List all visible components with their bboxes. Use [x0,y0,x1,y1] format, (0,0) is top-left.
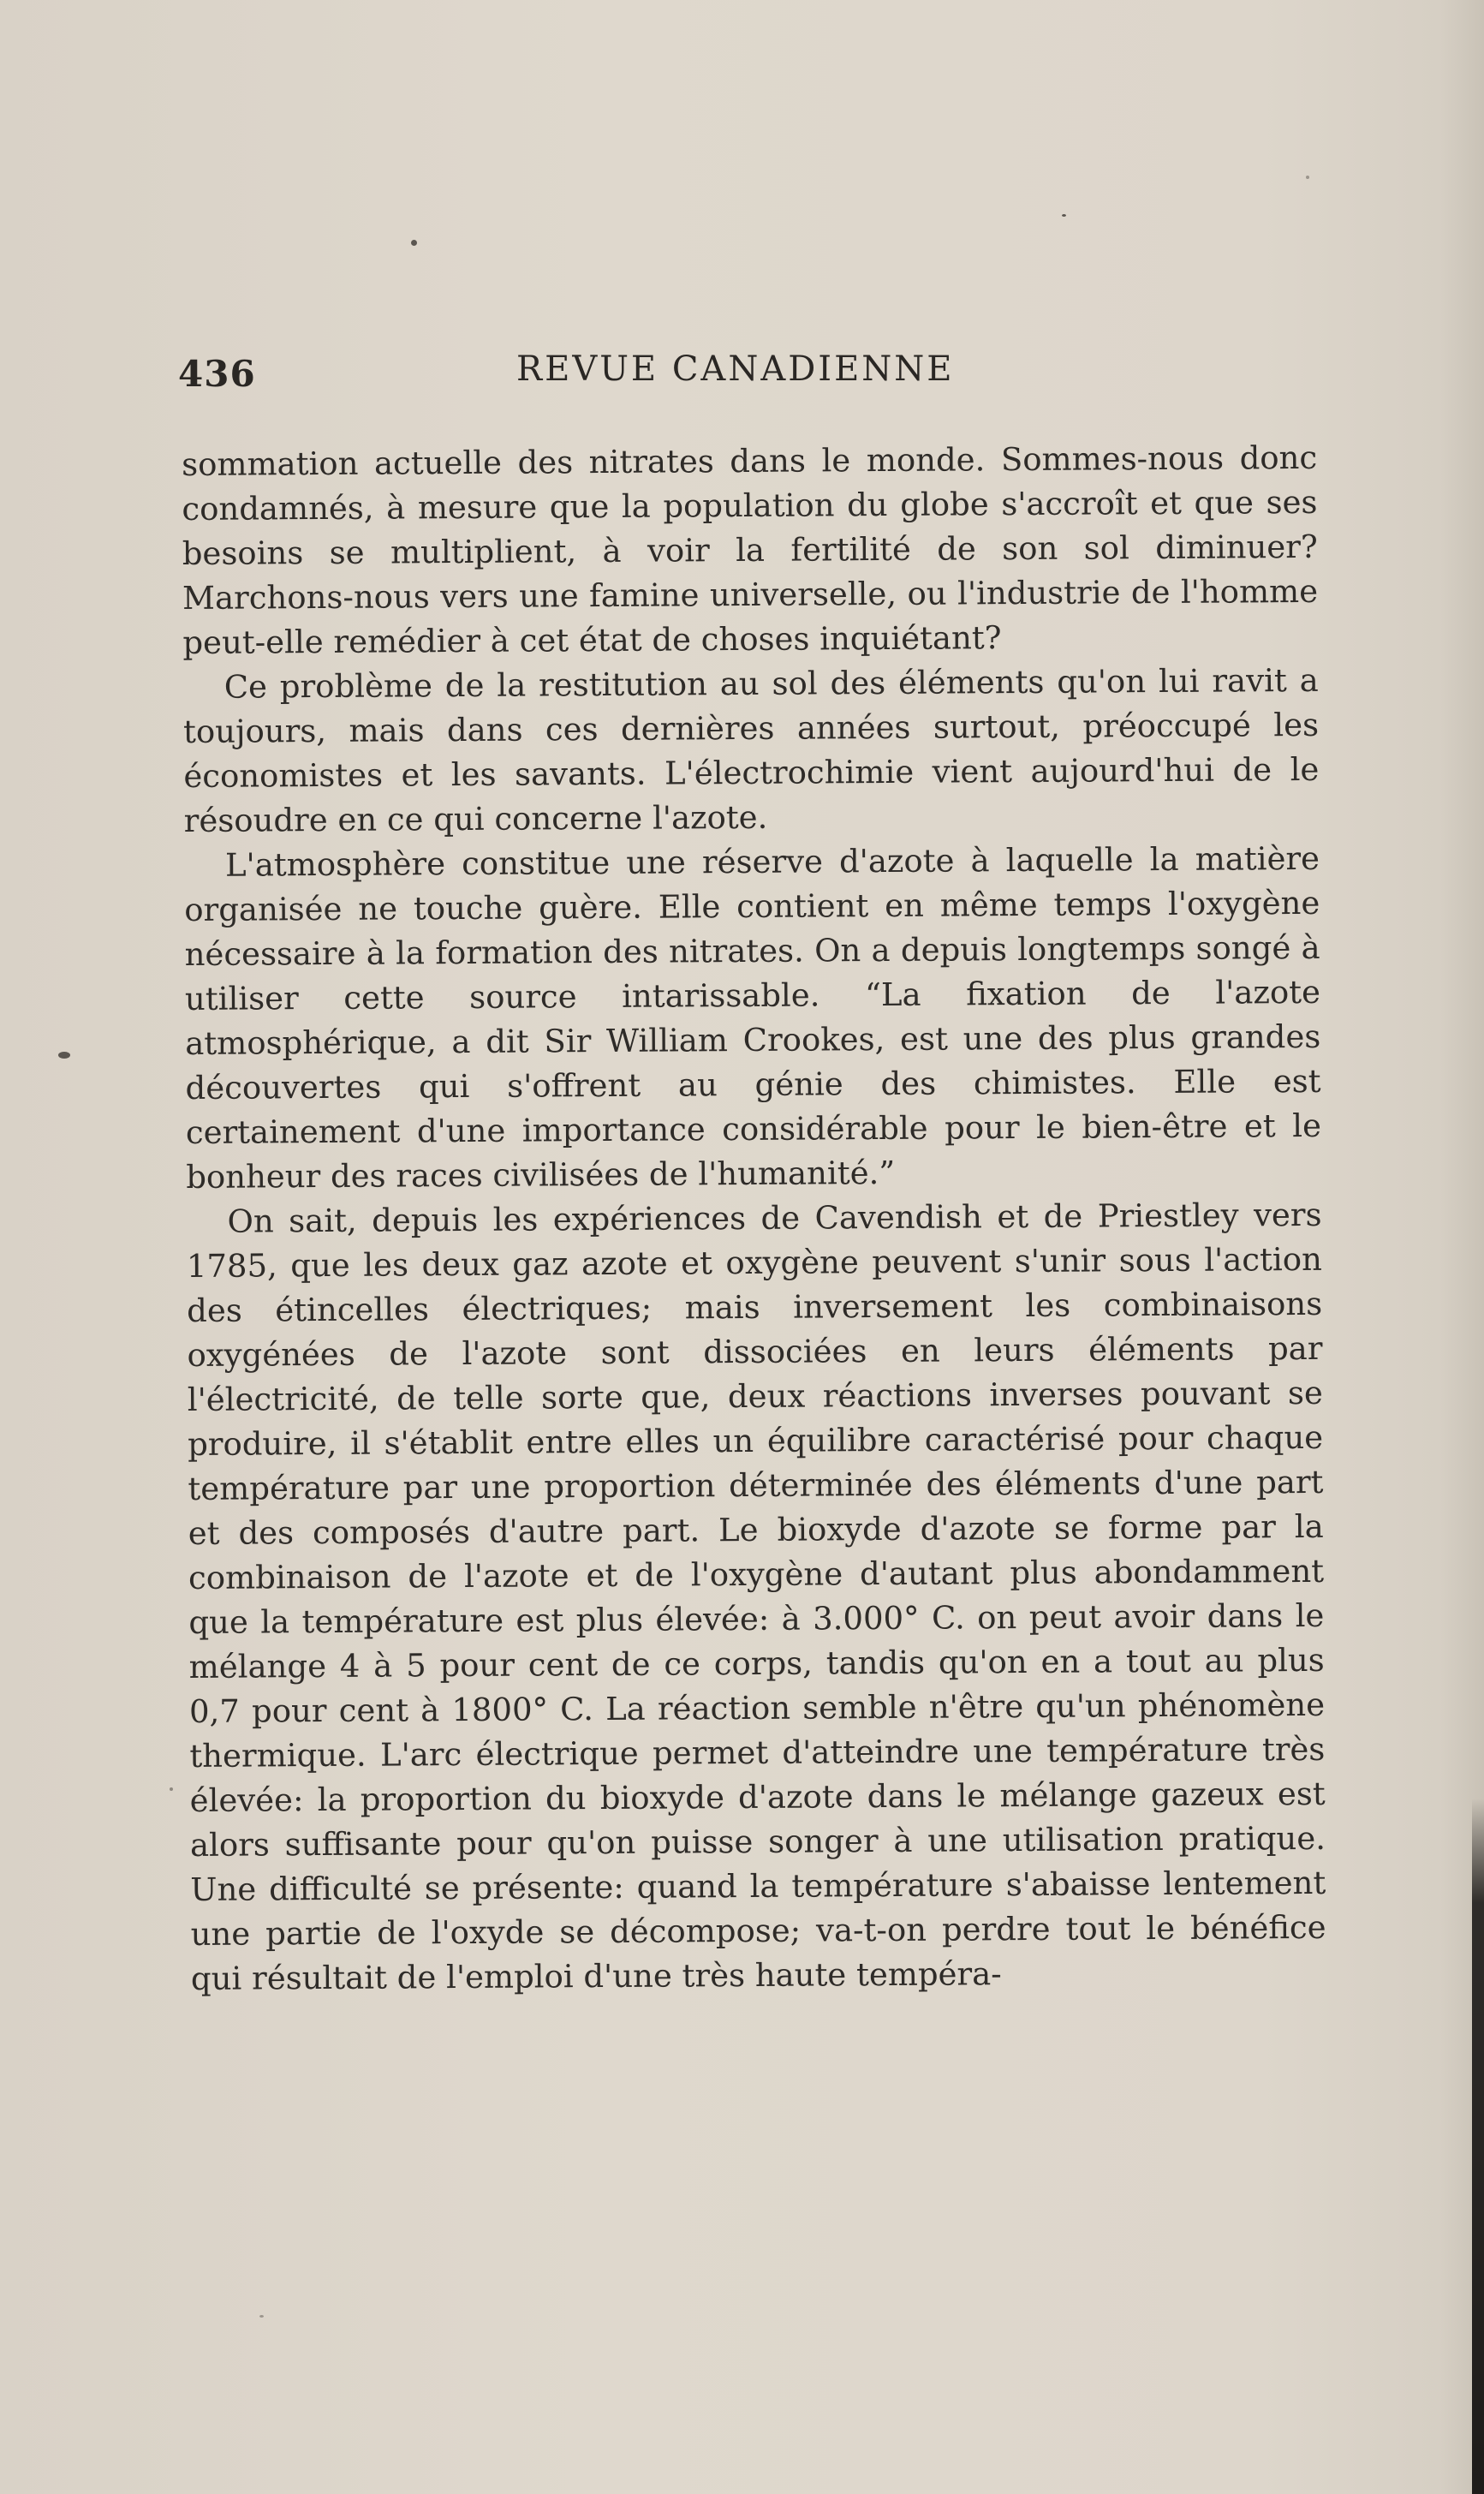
running-head [178,349,1321,409]
paper-speck [411,240,417,246]
paper-speck [170,1787,173,1791]
paper-speck [1062,214,1066,217]
paragraph: Ce problème de la restitution au sol des éléments qu'on lui ravit a toujours, mais dans ces dernières années surtout, préoccupé les économistes et les savants. L'électrochimie vient aujourd'hui de le résoudre en ce qui concerne l'azote. [182,661,1320,839]
body-text [182,436,1326,2002]
paper-speck [1306,176,1309,179]
paper-speck [259,2315,264,2318]
paragraph-continued: sommation actuelle des nitrates dans le monde. Sommes-nous donc condamnés, à mesure que la population du globe s'accroît et que ses besoins se multiplient, à voir la fertilité de son sol diminuer? Marchons-nous vers une famine universelle, ou l'industrie de l'homme peut-elle remédier à cet état de choses inquiétant? [182,439,1319,661]
journal-title: REVUE CANADIENNE [516,349,955,389]
page-number: 436 [178,353,256,395]
page-edge-shadow [1472,1799,1484,2494]
paper-speck [58,1052,70,1059]
paragraph: L'atmosphère constitue une réserve d'azote à laquelle la matière organisée ne touche guère. Elle contient en même temps l'oxygène nécessaire à la formation des nitrates. On a depuis longtemps songé à utiliser cette source intarissable. “La fixation de l'azote atmosphérique, a dit Sir William Crookes, est une des plus grandes découvertes qui s'offrent au génie des chimistes. Elle est certainement d'une importance considérable pour le bien-être et le bonheur des races civilisées de l'humanité.” [184,839,1322,1196]
paragraph: On sait, depuis les expériences de Cavendish et de Priestley vers 1785, que les deux gaz azote et oxygène peuvent s'unir sous l'action des étincelles électriques; mais inversement les combinaisons oxygénées de l'azote sont dissociées en leurs éléments par l'électricité, de telle sorte que, deux réactions inverses pouvant se produire, il s'établit entre elles un équilibre caractérisé pour chaque température par une proportion déterminée des éléments d'une part et des composés d'autre part. Le bioxyde d'azote se forme par la combinaison de l'azote et de l'oxygène d'autant plus abondamment que la température est plus élevée: à 3.000° C. on peut avoir dans le mélange 4 à 5 pour cent de ce corps, tandis qu'on en a tout au plus 0,7 pour cent à 1800° C. La réaction semble n'être qu'un phénomène thermique. L'arc électrique permet d'atteindre une température très élevée: la proportion du bioxyde d'azote dans le mélange gazeux est alors suffisante pour qu'on puisse songer à une utilisation pratique. Une difficulté se présente: quand la température s'abaisse lentement une partie de l'oxyde se décompose; va-t-on perdre tout le bénéfice qui résultait de l'emploi d'une très haute tempéra- [186,1196,1326,1997]
